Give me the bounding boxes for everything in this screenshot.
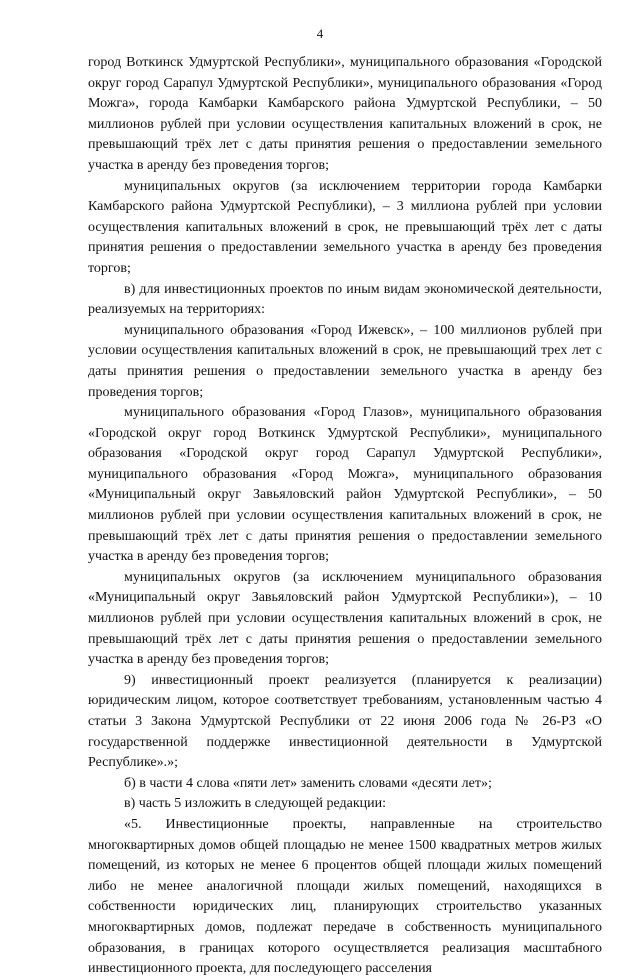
paragraph: 9) инвестиционный проект реализуется (планируется к реализации) юридическим лицом, которое соответствует требованиям, установленным частью 4 статьи 3 Закона Удмуртской Республики от 22 июня 2006 года № 26-РЗ «О государственной поддержке инвестиционной деятельности в Удмуртской Республике».»;	[88, 672, 602, 771]
paragraph: в) часть 5 изложить в следующей редакции:	[124, 796, 387, 812]
paragraph: «5. Инвестиционные проекты, направленные на строительство многоквартирных домов общей площадью не менее 1500 квадратных метров жилых помещений, из которых не менее 6 процентов общей площади жилых помещений либо не менее аналогичной площади жилых помещений, находящихся в собственности юридических лиц, планирующих строительство указанных многоквартирных домов, подлежат передаче в собственность муниципального образования, в границах которого осуществляется реализация масштабного инвестиционного проекта, для последующего расселения	[88, 816, 602, 977]
paragraph: муниципального образования «Город Глазов», муниципального образования «Городской округ город Воткинск Удмуртской Республики», муниципального образования «Городской округ город Сарапул Удмуртской Республики», муниципального образования «Город Можга», муниципального образования «Муниципальный округ Завьяловский район Удмуртской Республики», – 50 миллионов рублей при условии осуществления капитальных вложений в срок, не превышающий трёх лет с даты принятия решения о предоставлении земельного участка в аренду без проведения торгов;	[88, 405, 602, 565]
paragraph: муниципальных округов (за исключением муниципального образования «Муниципальный округ Завьяловский район Удмуртской Республики»), – 10 миллионов рублей при условии осуществления капитальных вложений в срок, не превышающий трёх лет с даты принятия решения о предоставлении земельного участка в аренду без проведения торгов;	[88, 569, 602, 668]
paragraph: город Воткинск Удмуртской Республики», муниципального образования «Городской округ город Сарапул Удмуртской Республики», муниципального образования «Город Можга», города Камбарки Камбарского района Удмуртской Республики, – 50 миллионов рублей при условии осуществления капитальных вложений в срок, не превышающий трёх лет с даты принятия решения о предоставлении земельного участка в аренду без проведения торгов;	[88, 55, 602, 173]
paragraph: муниципального образования «Город Ижевск», – 100 миллионов рублей при условии осуществления капитальных вложений в срок, не превышающий трех лет с даты принятия решения о предоставлении земельного участка в аренду без проведения торгов;	[88, 322, 602, 400]
paragraph: муниципальных округов (за исключением территории города Камбарки Камбарского района Удмуртской Республики), – 3 миллиона рублей при условии осуществления капитальных вложений в срок, не превышающий трёх лет с даты принятия решения о предоставлении земельного участка в аренду без проведения торгов;	[88, 178, 602, 276]
paragraph: б) в части 4 слова «пяти лет» заменить словами «десяти лет»;	[124, 775, 492, 791]
paragraph: в) для инвестиционных проектов по иным видам экономической деятельности, реализуемых на территориях:	[88, 281, 602, 318]
document-body	[88, 53, 602, 980]
page-number: 4	[316, 26, 324, 41]
